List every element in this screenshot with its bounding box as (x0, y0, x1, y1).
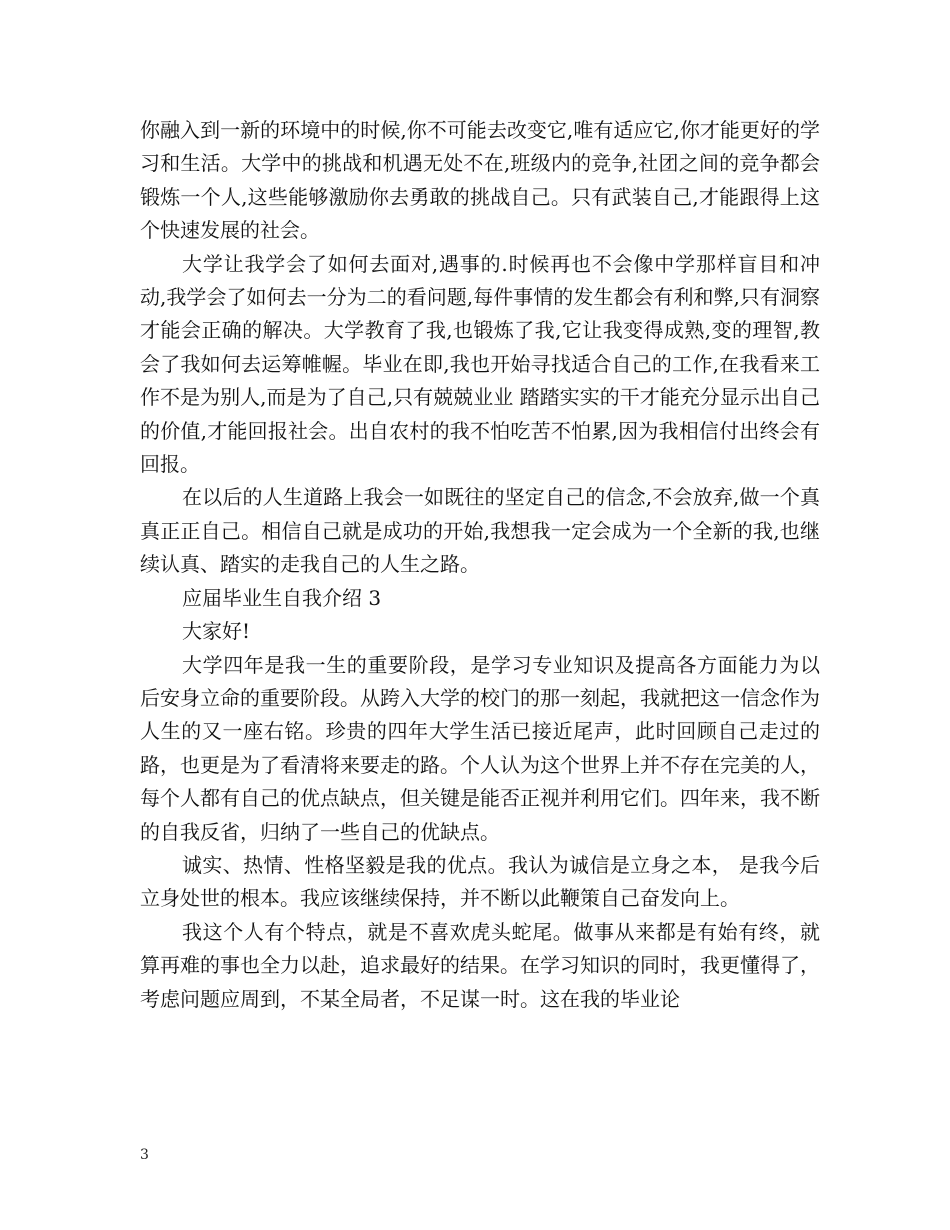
page-number: 3 (140, 1147, 149, 1163)
greeting: 大家好! (182, 619, 251, 644)
paragraph-2: 大学让我学会了如何去面对,遇事的.时候再也不会像中学那样盲目和冲动,我学会了如何去一分为二的看问题,每件事情的发生都会有利和弊,只有洞察才能会正确的解决。大学教育了我,也锻炼了我,它让我变得成熟,变的理智,教会了我如何去运筹帷幄。毕业在即,我也开始寻找适合自己的工作,在我看来工作不是为别人,而是为了自己,只有兢兢业业 踏踏实实的干才能充分显示出自己的价值,才能回报社会。出自农村的我不怕吃苦不怕累,因为我相信付出终会有回报。 (140, 251, 820, 477)
paragraph-1: 你融入到一新的环境中的时候,你不可能去改变它,唯有适应它,你才能更好的学习和生活。大学中的挑战和机遇无处不在,班级内的竞争,社团之间的竞争都会锻炼一个人,这些能够激励你去勇敢的挑战自己。只有武装自己,才能跟得上这个快速发展的社会。 (140, 118, 820, 243)
paragraph-8: 我这个人有个特点，就是不喜欢虎头蛇尾。做事从来都是有始有终，就算再难的事也全力以赴，追求最好的结果。在学习知识的同时，我更懂得了，考虑问题应周到，不某全局者，不足谋一时。这在我的毕业论 (140, 919, 820, 1011)
section-heading: 应届毕业生自我介绍 3 (182, 585, 382, 610)
paragraph-7: 诚实、热情、性格坚毅是我的优点。我认为诚信是立身之本， 是我今后立身处世的根本。我应该继续保持，并不断以此鞭策自己奋发向上。 (140, 852, 820, 911)
paragraph-3: 在以后的人生道路上我会一如既往的坚定自己的信念,不会放弃,做一个真真正正自己。相信自己就是成功的开始,我想我一定会成为一个全新的我,也继续认真、踏实的走我自己的人生之路。 (140, 485, 820, 577)
paragraph-6: 大学四年是我一生的重要阶段，是学习专业知识及提高各方面能力为以后安身立命的重要阶段。从跨入大学的校门的那一刻起，我就把这一信念作为人生的又一座右铭。珍贵的四年大学生活已接近尾声，此时回顾自己走过的路，也更是为了看清将来要走的路。个人认为这个世界上并不存在完美的人，每个人都有自己的优点缺点，但关键是能否正视并利用它们。四年来，我不断的自我反省，归纳了一些自己的优缺点。 (140, 652, 820, 844)
document-body (140, 114, 820, 1016)
